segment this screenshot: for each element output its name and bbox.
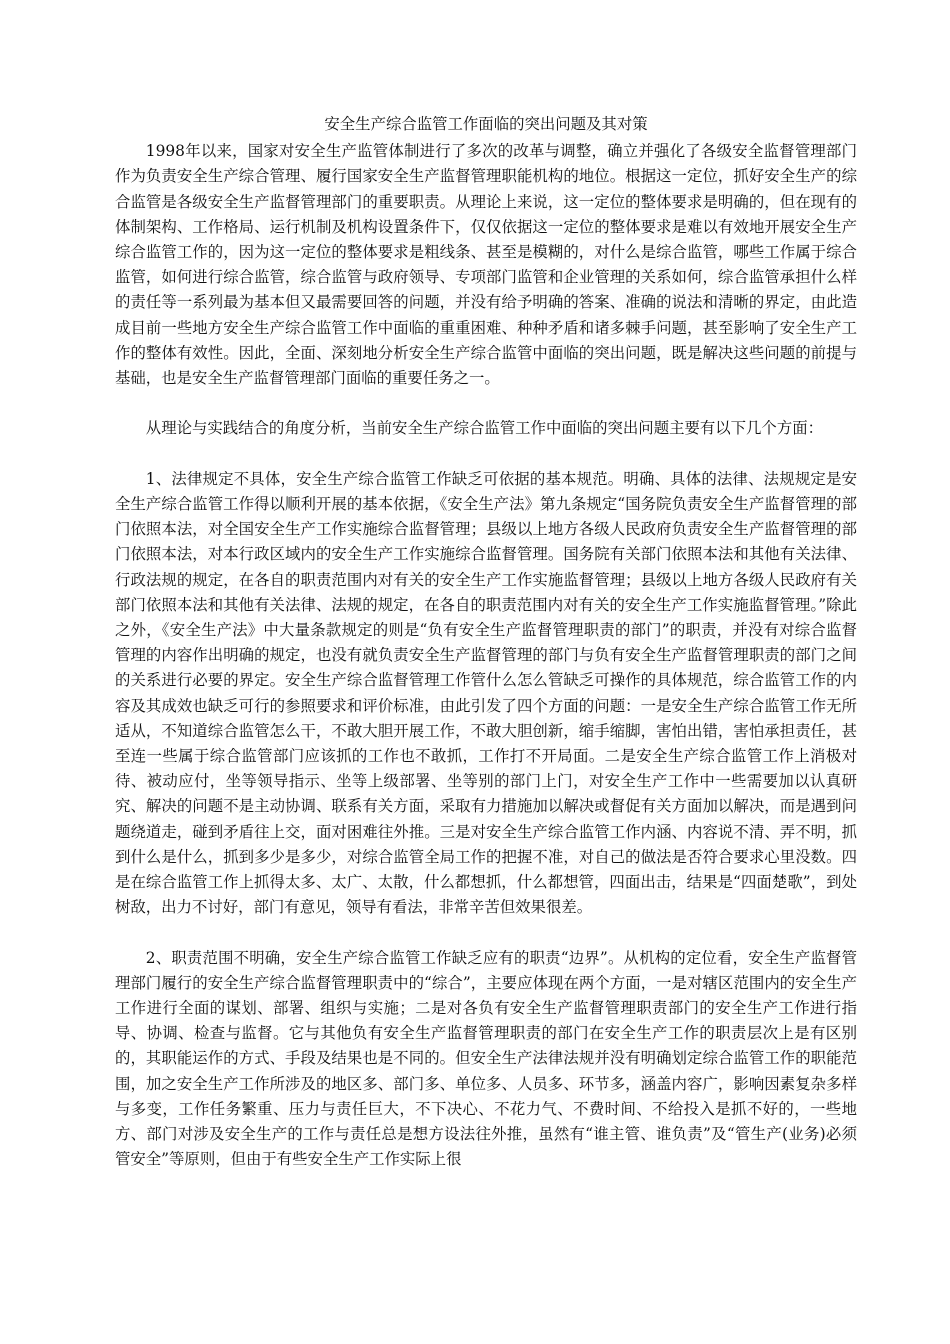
paragraph-issue-2: 2、职责范围不明确，安全生产综合监管工作缺乏应有的职责“边界”。从机构的定位看，安全生产监督管理部门履行的安全生产综合监督管理职责中的“综合”，主要应体现在两个方面，一是对辖区范围内的安全生产工作进行全面的谋划、部署、组织与实施；二是对各负有安全生产监督管理职责部门的安全生产工作进行指导、协调、检查与监督。它与其他负有安全生产监督管理职责的部门在安全生产工作的职责层次上是有区别的，其职能运作的方式、手段及结果也是不同的。但安全生产法律法规并没有明确划定综合监管工作的职能范围，加之安全生产工作所涉及的地区多、部门多、单位多、人员多、环节多，涵盖内容广，影响因素复杂多样与多变，工作任务繁重、压力与责任巨大，不下决心、不花力气、不费时间、不给投入是抓不好的，一些地方、部门对涉及安全生产的工作与责任总是想方设法往外推，虽然有“谁主管、谁负责”及“管生产(业务)必须管安全”等原则，但由于有些安全生产工作实际上很	[115, 948, 857, 1169]
document-title: 安全生产综合监管工作面临的突出问题及其对策	[324, 115, 648, 133]
paragraph-overview: 从理论与实践结合的角度分析，当前安全生产综合监管工作中面临的突出问题主要有以下几个方面：	[145, 419, 823, 438]
paragraph-intro: 1998年以来，国家对安全生产监管体制进行了多次的改革与调整，确立并强化了各级安全监督管理部门作为负责安全生产综合管理、履行国家安全生产监督管理职能机构的地位。根据这一定位，抓好安全生产的综合监管是各级安全生产监督管理部门的重要职责。从理论上来说，这一定位的整体要求是明确的，但在现有的体制架构、工作格局、运行机制及机构设置条件下，仅仅依据这一定位的整体要求是难以有效地开展安全生产综合监管工作的，因为这一定位的整体要求是粗线条、甚至是模糊的，对什么是综合监管，哪些工作属于综合监管，如何进行综合监管，综合监管与政府领导、专项部门监管和企业管理的关系如何，综合监管承担什么样的责任等一系列最为基本但又最需要回答的问题，并没有给予明确的答案、准确的说法和清晰的界定，由此造成目前一些地方安全生产综合监管工作中面临的重重困难、种种矛盾和诸多棘手问题，甚至影响了安全生产工作的整体有效性。因此，全面、深刻地分析安全生产综合监管中面临的突出问题，既是解决这些问题的前提与基础，也是安全生产监督管理部门面临的重要任务之一。	[115, 142, 857, 388]
document-page	[115, 112, 857, 1172]
paragraph-issue-1: 1、法律规定不具体，安全生产综合监管工作缺乏可依据的基本规范。明确、具体的法律、法规规定是安全生产综合监管工作得以顺利开展的基本依据，《安全生产法》第九条规定“国务院负责安全生产监督管理的部门依照本法，对全国安全生产工作实施综合监督管理；县级以上地方各级人民政府负责安全生产监督管理的部门依照本法，对本行政区域内的安全生产工作实施综合监督管理。国务院有关部门依照本法和其他有关法律、行政法规的规定，在各自的职责范围内对有关的安全生产工作实施监督管理；县级以上地方各级人民政府有关部门依照本法和其他有关法律、法规的规定，在各自的职责范围内对有关的安全生产工作实施监督管理。”除此之外，《安全生产法》中大量条款规定的则是“负有安全生产监督管理职责的部门”的职责，并没有对综合监督管理的内容作出明确的规定，也没有就负责安全生产监督管理的部门与负有安全生产监督管理职责的部门之间的关系进行必要的界定。安全生产综合监督管理工作管什么怎么管缺乏可操作的具体规范，综合监管工作的内容及其成效也缺乏可行的参照要求和评价标准，由此引发了四个方面的问题：一是安全生产综合监管工作无所适从，不知道综合监管怎么干，不敢大胆开展工作，不敢大胆创新，缩手缩脚，害怕出错，害怕承担责任，甚至连一些属于综合监管部门应该抓的工作也不敢抓，工作打不开局面。二是安全生产综合监管工作上消极对待、被动应付，坐等领导指示、坐等上级部署、坐等别的部门上门，对安全生产工作中一些需要加以认真研究、解决的问题不是主动协调、联系有关方面，采取有力措施加以解决或督促有关方面加以解决，而是遇到问题绕道走，碰到矛盾往上交，面对困难往外推。三是对安全生产综合监管工作内涵、内容说不清、弄不明，抓到什么是什么，抓到多少是多少，对综合监管全局工作的把握不准，对自己的做法是否符合要求心里没数。四是在综合监管工作上抓得太多、太广、太散，什么都想抓，什么都想管，四面出击，结果是“四面楚歌”，到处树敌，出力不讨好，部门有意见，领导有看法，非常辛苦但效果很差。	[115, 469, 857, 917]
